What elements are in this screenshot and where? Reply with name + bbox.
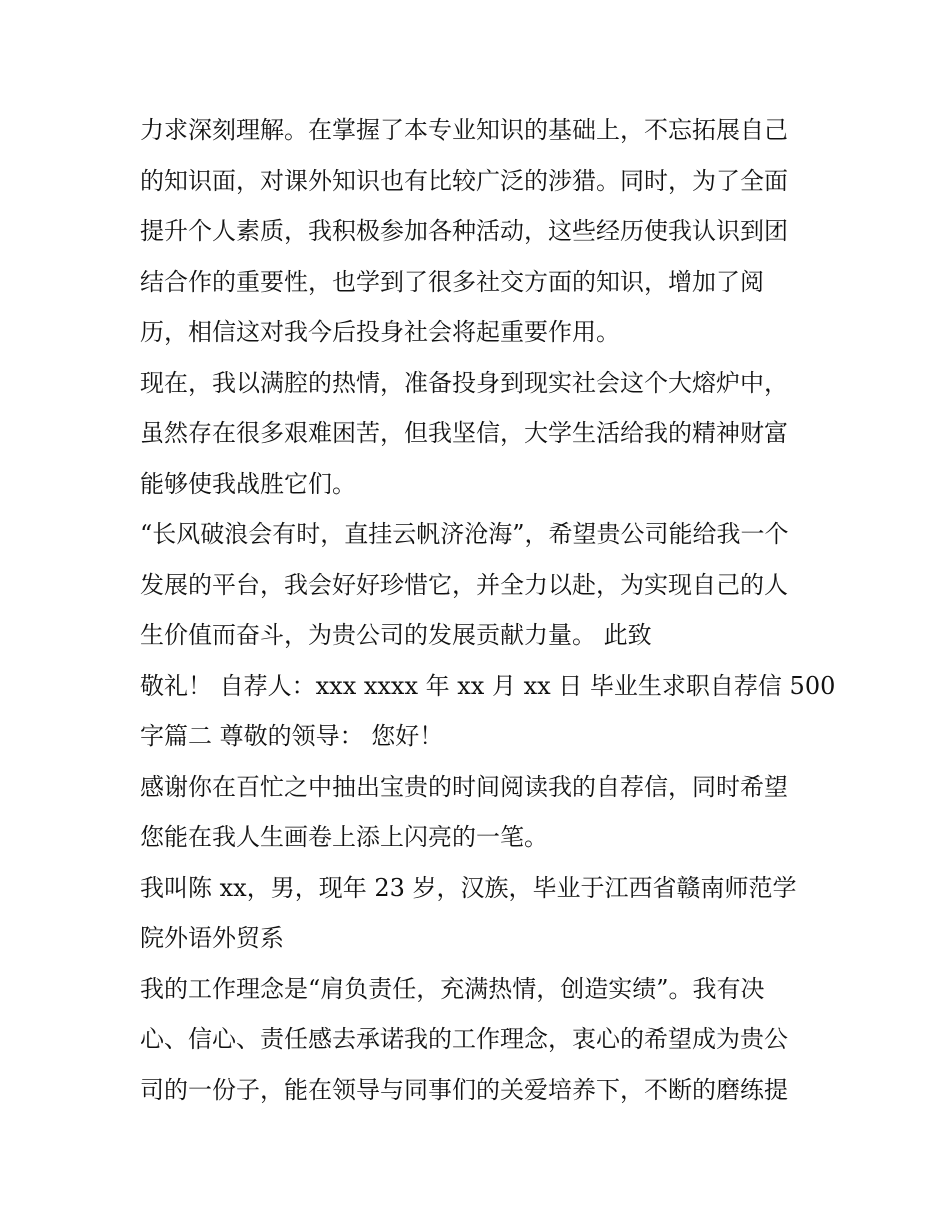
text-line: 发展的平台，我会好好珍惜它，并全力以赴，为实现自己的人 [140,570,788,599]
text-line: 生价值而奋斗，为贵公司的发展贡献力量。 此致 [140,621,652,649]
text-line: 心、信心、责任感去承诺我的工作理念，衷心的希望成为贵公 [140,1025,788,1053]
text-line: 院外语外贸系 [140,924,284,952]
text-line: 提升个人素质，我积极参加各种活动，这些经历使我认识到团 [140,217,788,245]
text-line: 虽然存在很多艰难困苦，但我坚信，大学生活给我的精神财富 [140,419,788,447]
text-line: 能够使我战胜它们。 [140,469,356,498]
text-line: 司的一份子，能在领导与同事们的关爱培养下，不断的磨练提 [140,1075,788,1104]
text-line: 力求深刻理解。在掌握了本专业知识的基础上，不忘拓展自己 [140,116,788,144]
text-line: 您能在我人生画卷上添上闪亮的一笔。 [140,823,548,851]
text-line: 结合作的重要性，也学到了很多社交方面的知识，增加了阅 [140,267,764,296]
text-line: 历，相信这对我今后投身社会将起重要作用。 [140,318,620,346]
text-line: 感谢你在百忙之中抽出宝贵的时间阅读我的自荐信，同时希望 [140,772,788,801]
text-line: 我的工作理念是“肩负责任，充满热情，创造实绩”。我有决 [140,974,765,1003]
text-line: 敬礼！ 自荐人：xxx xxxx 年 xx 月 xx 日 毕业生求职自荐信 500 [140,671,836,700]
text-line: 的知识面，对课外知识也有比较广泛的涉猎。同时，为了全面 [140,166,788,195]
text-line: 现在，我以满腔的热情，准备投身到现实社会这个大熔炉中， [140,368,788,397]
text-line: 字篇二 尊敬的领导： 您好！ [140,722,444,750]
text-line: “长风破浪会有时，直挂云帆济沧海”，希望贵公司能给我一个 [140,520,789,548]
text-line: 我叫陈 xx，男，现年 23 岁，汉族，毕业于江西省赣南师范学 [140,873,797,902]
body-text [140,105,836,1115]
